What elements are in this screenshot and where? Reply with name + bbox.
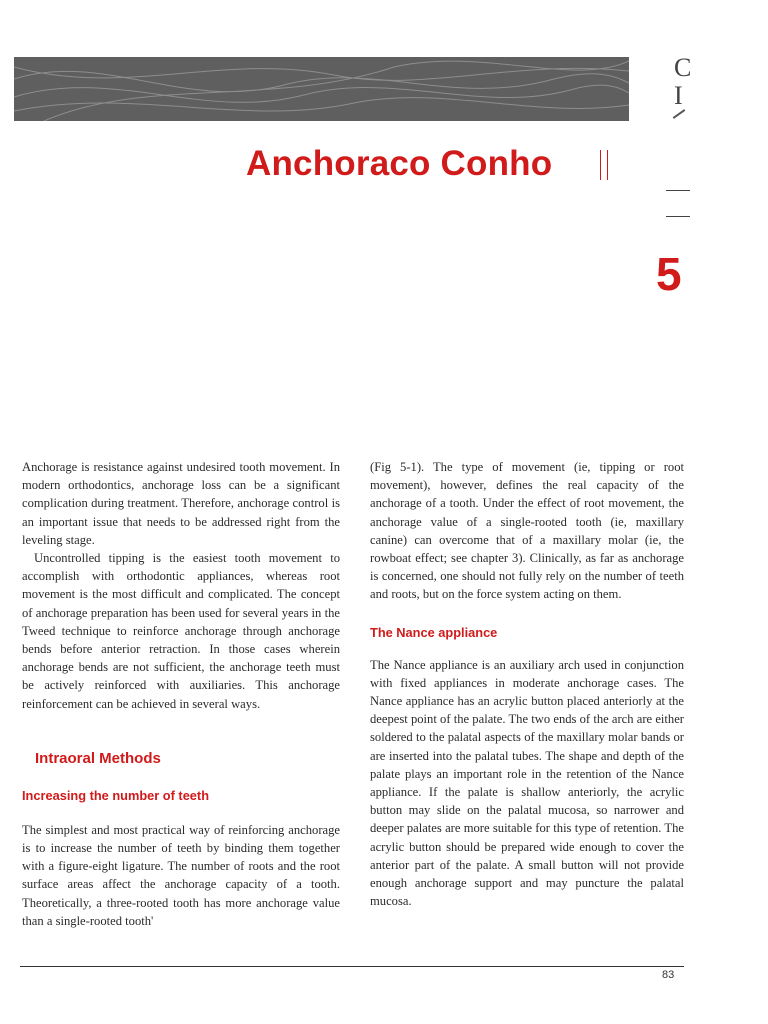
subsection-heading: The Nance appliance bbox=[370, 624, 498, 640]
chapter-rule-top bbox=[666, 190, 690, 191]
chapter-side-line2: I bbox=[674, 81, 683, 110]
decorative-wave-lines bbox=[14, 57, 629, 121]
left-column bbox=[22, 458, 340, 930]
body-paragraph: The simplest and most practical way of reinforcing anchorage is to increase the number of teeth by binding them together with a figure-eight ligature. The number of roots and the root surface areas affect the anchorage capacity of a tooth. Theoretically, a three-rooted tooth has more anchorage value than a single-rooted tooth' bbox=[22, 822, 340, 928]
chapter-number: 5 bbox=[656, 248, 682, 300]
section-heading: Intraoral Methods bbox=[35, 749, 161, 767]
chapter-side-mark bbox=[673, 109, 686, 119]
chapter-rule-bottom bbox=[666, 216, 690, 217]
body-paragraph: (Fig 5-1). The type of movement (ie, tipping or root movement), however, defines the real capacity of the anchorage of a tooth. Under the effect of root movement, the anchorage value of a single-rooted tooth (ie, maxillary canine) can overcome that of a maxillary molar (ie, the rowboat effect; see chapter 3). Clinically, as far as anchorage is concerned, one should not fully rely on the number of teeth and roots, but on the force system acting on them. bbox=[370, 460, 684, 602]
header-banner bbox=[14, 57, 629, 121]
chapter-side-line1: C bbox=[674, 53, 692, 82]
subsection-heading: Increasing the number of teeth bbox=[22, 787, 210, 803]
right-column bbox=[370, 458, 684, 910]
body-paragraph: Uncontrolled tipping is the easiest tooth movement to accomplish with orthodontic appliances, whereas root movement is the most difficult and complicated. The concept of anchorage preparation has been used for several years in the Tweed technique to reinforce anchorage through anchorage bends before anterior retraction. In those cases wherein anchorage bends are not sufficient, the anchorage teeth must be actively reinforced with auxiliaries. This anchorage reinforcement can be achieved in several ways. bbox=[22, 551, 340, 711]
title-cutoff-mark bbox=[600, 150, 608, 180]
footer-rule bbox=[20, 966, 684, 967]
body-paragraph: Anchorage is resistance against undesired tooth movement. In modern orthodontics, anchorage loss can be a significant complication during treatment. Therefore, anchorage control is an important issue that needs to be addressed right from the leveling stage. bbox=[22, 460, 340, 547]
chapter-title: Anchoraco Conho bbox=[246, 144, 553, 183]
body-paragraph: The Nance appliance is an auxiliary arch used in conjunction with fixed appliances in moderate anchorage cases. The Nance appliance has an acrylic button placed anteriorly at the deepest point of the palate. The two ends of the arch are either soldered to the palatal aspects of the maxillary molar bands or are inserted into the palatal tubes. The shape and depth of the palate plays an important role in the retention of the Nance appliance. If the palate is shallow anteriorly, the acrylic button may slide on the palatal mucosa, so narrower and deeper palates are more suitable for this type of retention. The acrylic button should be prepared wide enough to cover the anterior part of the palate. A small button will not provide enough anchorage support and may puncture the palatal mucosa. bbox=[370, 657, 684, 909]
page-number: 83 bbox=[662, 969, 675, 981]
